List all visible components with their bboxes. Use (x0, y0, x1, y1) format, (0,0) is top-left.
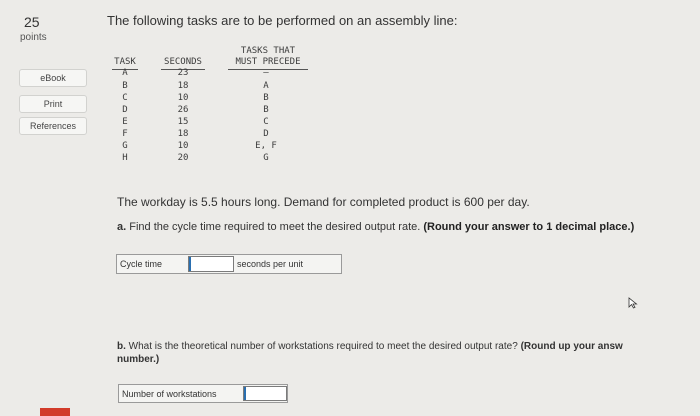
workday-text: The workday is 5.5 hours long. Demand for completed product is 600 per day. (117, 195, 530, 209)
seconds-cell: 18 (177, 81, 189, 91)
points-label: points (20, 32, 47, 43)
ebook-button[interactable] (19, 69, 87, 87)
mouse-cursor-icon (628, 297, 638, 309)
part-b-hint-line2: number.) (117, 354, 160, 365)
task-cell: A (122, 68, 128, 78)
task-cell: D (122, 105, 128, 115)
references-label: References (29, 121, 77, 131)
part-a-question (117, 221, 634, 233)
header-precede-line2: MUST PRECEDE (235, 57, 301, 67)
precede-cell: B (263, 105, 269, 115)
seconds-cell: 18 (177, 129, 189, 139)
precede-cell: D (263, 129, 269, 139)
question-prompt: The following tasks are to be performed on an assembly line: (107, 13, 458, 28)
task-cell: F (122, 129, 128, 139)
seconds-cell: 10 (177, 141, 189, 151)
task-cell: B (122, 81, 128, 91)
task-cell: E (122, 117, 128, 127)
task-cell: G (122, 141, 128, 151)
cycle-time-answer-row (116, 254, 342, 274)
part-b-text: What is the theoretical number of workstations required to meet the desired output rate? (128, 341, 518, 352)
precede-cell: G (263, 153, 269, 163)
part-a-prefix: a. (117, 221, 127, 233)
precede-cell: C (263, 117, 269, 127)
cycle-time-input[interactable] (188, 256, 234, 272)
part-a-text: Find the cycle time required to meet the desired output rate. (129, 221, 421, 233)
ebook-label: eBook (40, 73, 66, 83)
precede-cell: E, F (255, 141, 277, 151)
workstations-input[interactable] (243, 386, 287, 401)
seconds-cell: 10 (177, 93, 189, 103)
print-button[interactable] (19, 95, 87, 113)
part-a-hint: (Round your answer to 1 decimal place.) (423, 221, 635, 233)
header-seconds: SECONDS (164, 57, 202, 67)
cycle-time-label: Cycle time (120, 259, 163, 269)
part-b-prefix: b. (117, 341, 126, 352)
precede-cell: – (263, 68, 269, 78)
precede-cell: A (263, 81, 269, 91)
part-b-hint-line1: (Round up your answ (520, 341, 623, 352)
seconds-cell: 26 (177, 105, 189, 115)
cycle-time-unit: seconds per unit (237, 259, 304, 269)
workstations-answer-row (118, 384, 288, 403)
references-button[interactable] (19, 117, 87, 135)
workstations-label: Number of workstations (122, 389, 217, 399)
bottom-badge (40, 408, 70, 416)
header-task: TASK (114, 57, 136, 67)
seconds-cell: 23 (177, 68, 189, 78)
print-label: Print (43, 99, 63, 109)
task-cell: C (122, 93, 128, 103)
part-b-question (117, 340, 623, 366)
seconds-cell: 15 (177, 117, 189, 127)
seconds-cell: 20 (177, 153, 189, 163)
task-cell: H (122, 153, 128, 163)
question-number: 25 (24, 14, 40, 30)
precede-cell: B (263, 93, 269, 103)
header-precede-line1: TASKS THAT (240, 46, 296, 56)
